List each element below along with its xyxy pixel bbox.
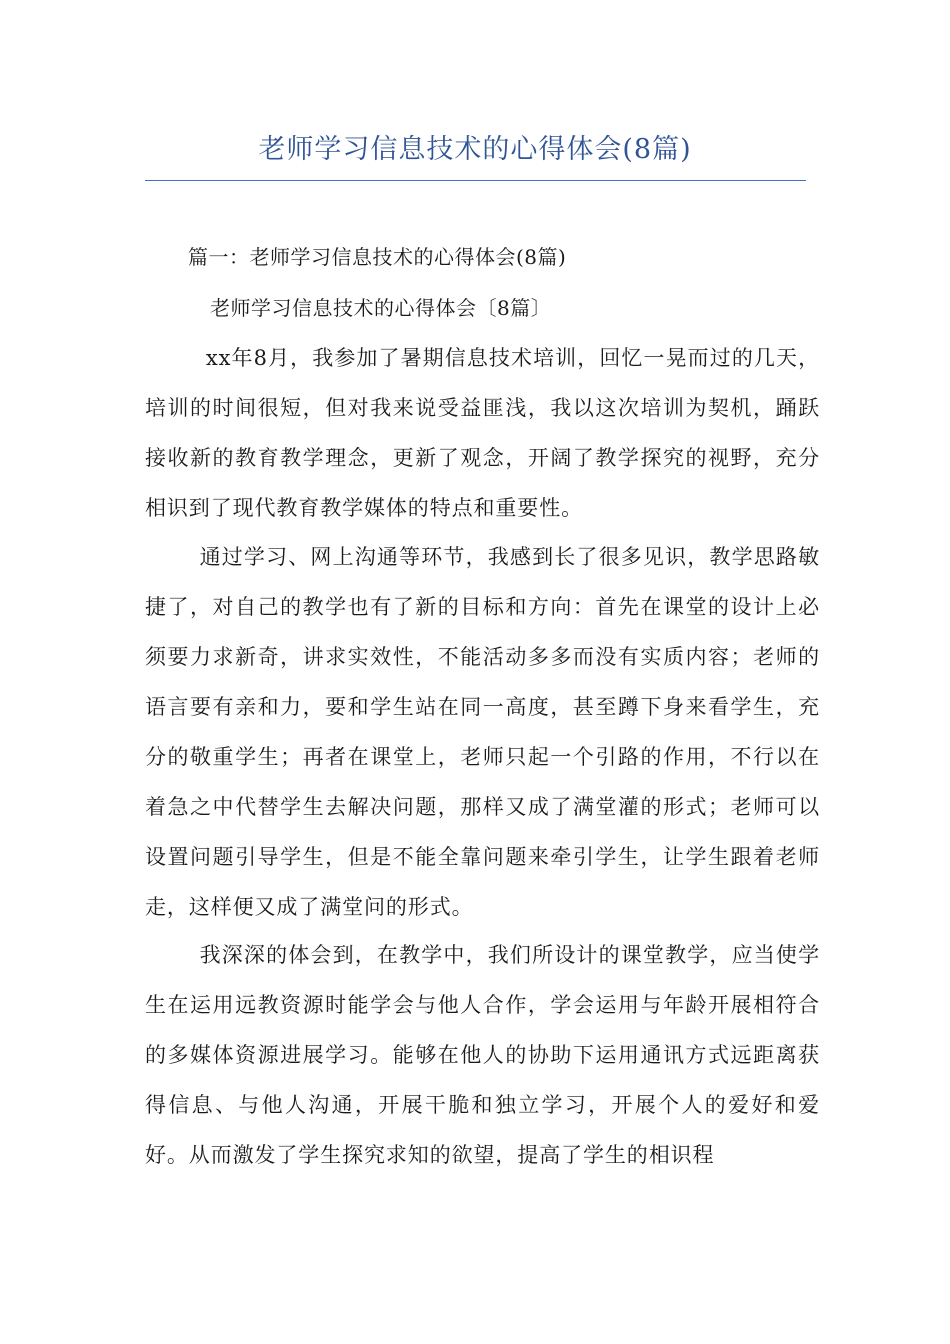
body-paragraph: 我深深的体会到，在教学中，我们所设计的课堂教学，应当使学生在运用远教资源时能学会与他人合作，学会运用与年龄开展相符合的多媒体资源进展学习。能够在他人的协助下运用通讯方式远距离获得信息、与他人沟通，开展干脆和独立学习，开展个人的爱好和爱好。从而激发了学生探究求知的欲望，提高了学生的相识程 — [145, 943, 820, 1167]
body-paragraph: xx年8月，我参加了暑期信息技术培训，回忆一晃而过的几天，培训的时间很短，但对我来说受益匪浅，我以这次培训为契机，踊跃接收新的教育教学理念，更新了观念，开阔了教学探究的视野，充分相识到了现代教育教学媒体的特点和重要性。 — [145, 346, 820, 520]
section-heading: 篇一：老师学习信息技术的心得体会(8篇) — [188, 245, 567, 269]
section-subtitle: 老师学习信息技术的心得体会〔8篇〕 — [210, 296, 552, 320]
document-title: 老师学习信息技术的心得体会(8篇) — [258, 134, 692, 165]
body-paragraph: 通过学习、网上沟通等环节，我感到长了很多见识，教学思路敏捷了，对自己的教学也有了新的目标和方向：首先在课堂的设计上必须要力求新奇，讲求实效性，不能活动多多而没有实质内容；老师的语言要有亲和力，要和学生站在同一高度，甚至蹲下身来看学生，充分的敬重学生；再者在课堂上，老师只起一个引路的作用，不行以在着急之中代替学生去解决问题，那样又成了满堂灌的形式；老师可以设置问题引导学生，但是不能全靠问题来牵引学生，让学生跟着老师走，这样便又成了满堂问的形式。 — [145, 545, 820, 919]
title-divider — [145, 180, 806, 181]
